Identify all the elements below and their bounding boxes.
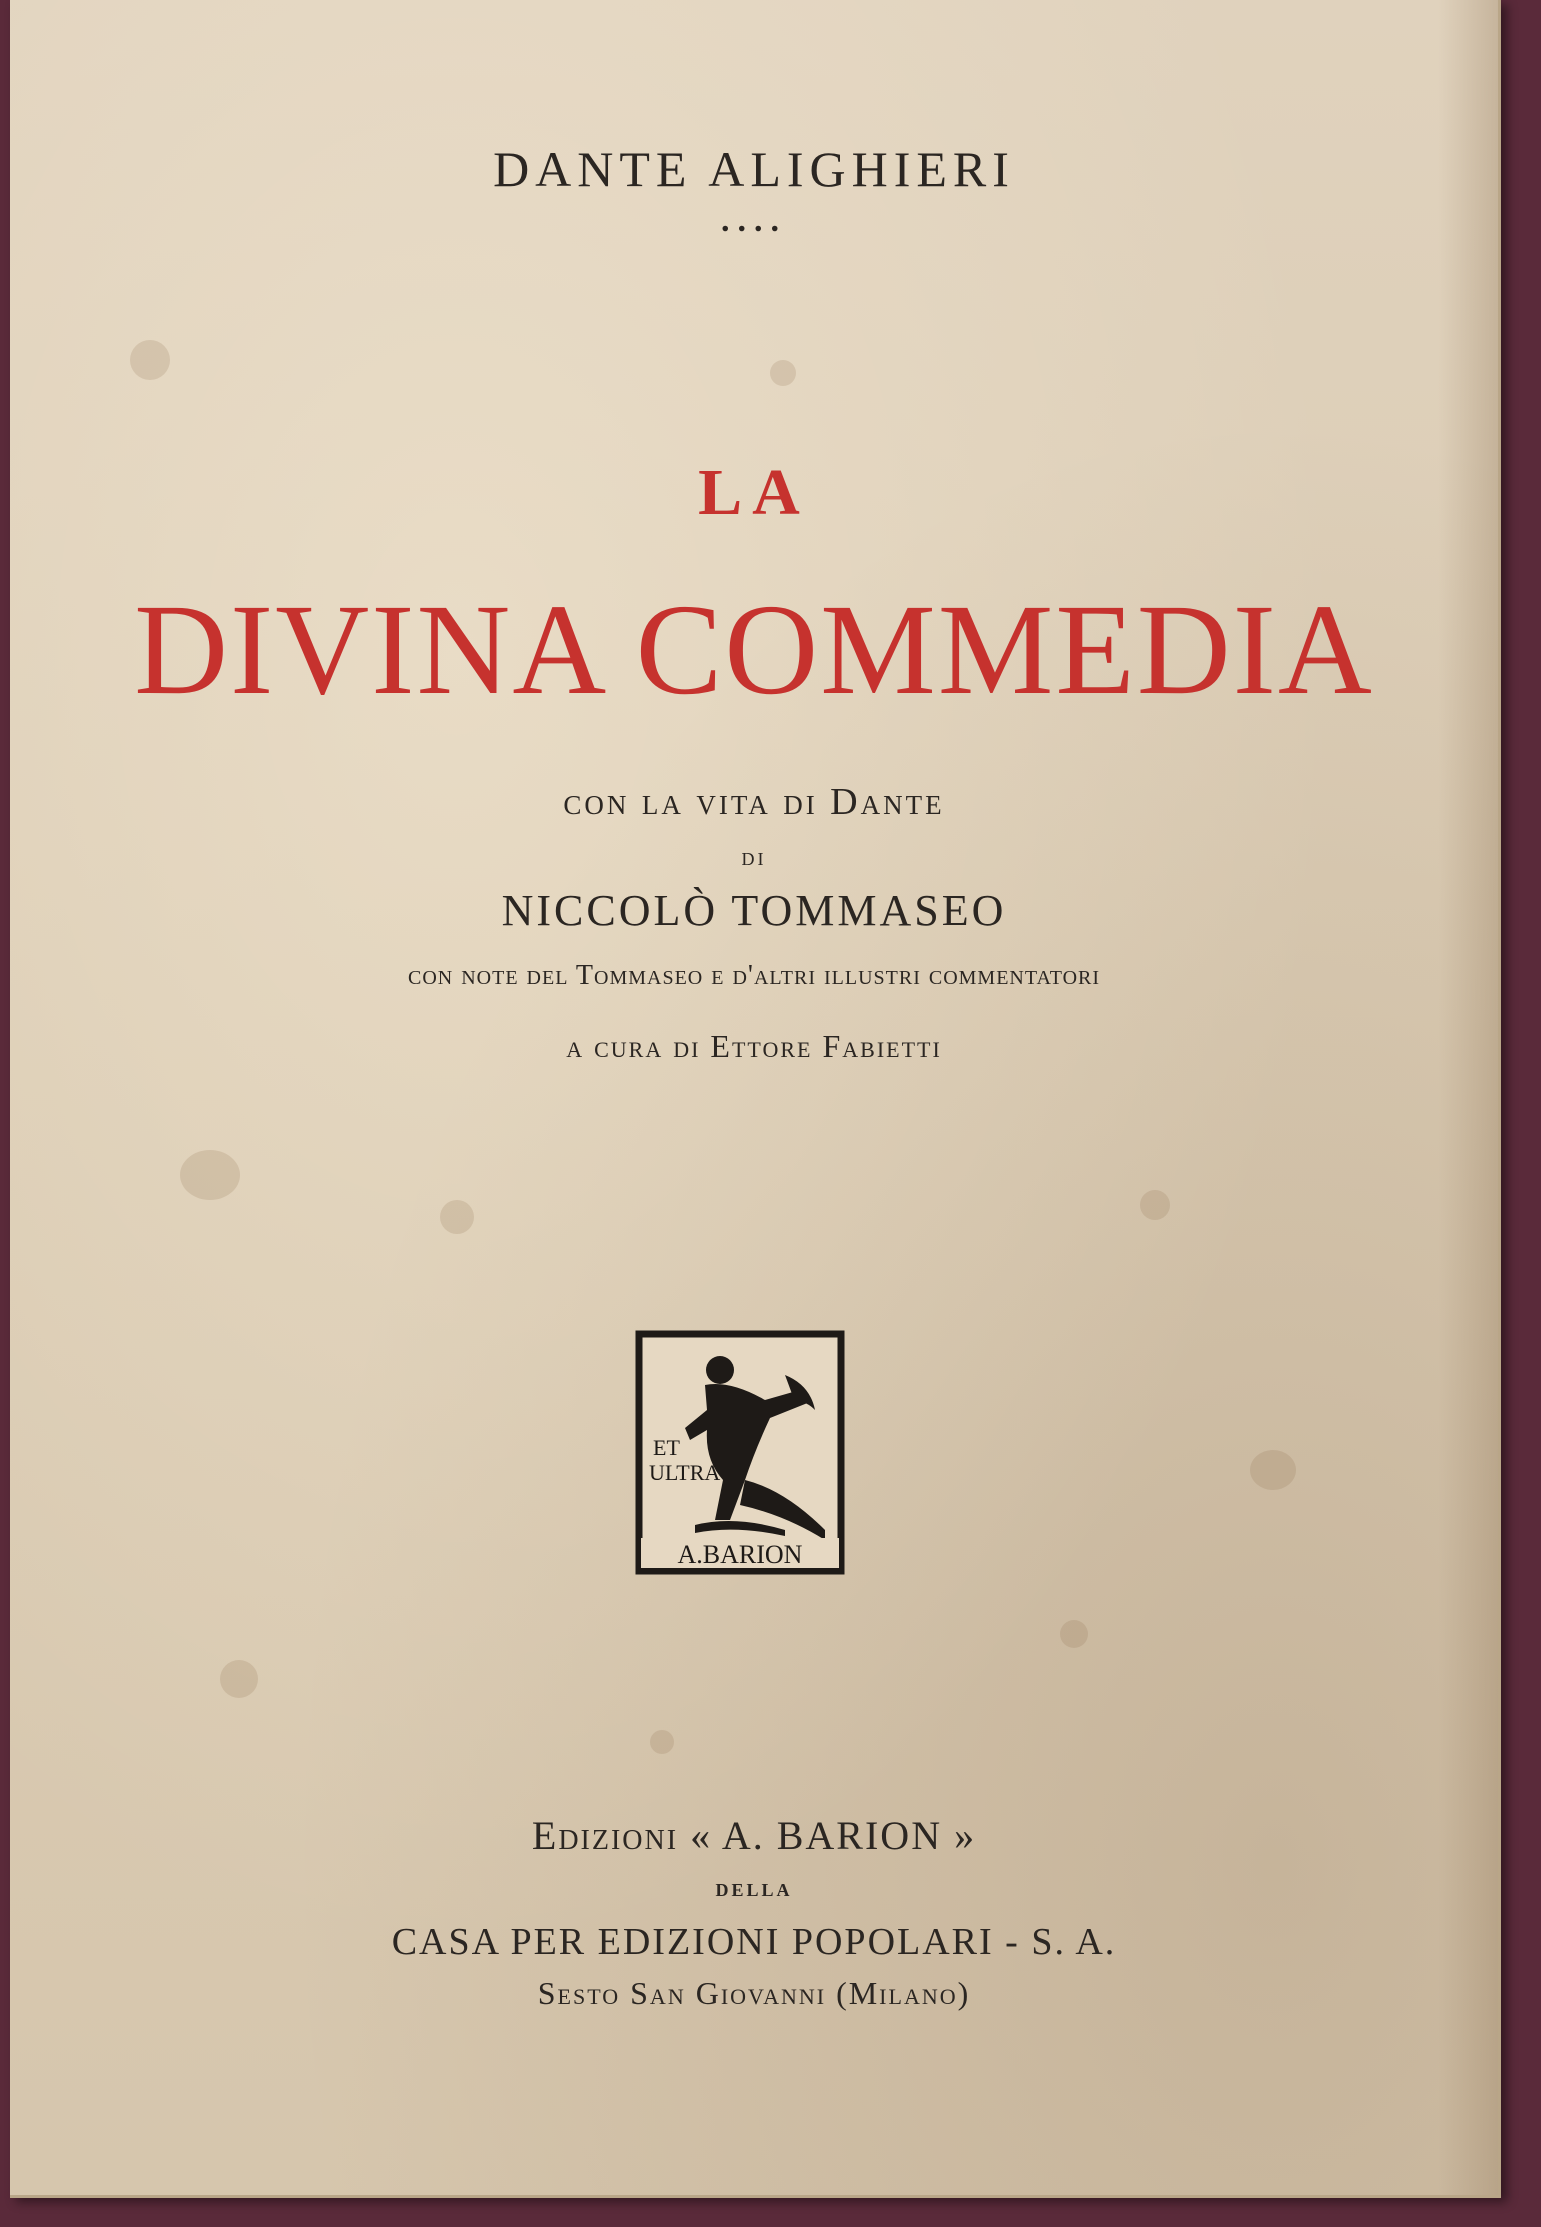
subtitle-editor: a cura di Ettore Fabietti [566, 1028, 942, 1064]
subtitle-author: NICCOLÒ TOMMASEO [501, 886, 1007, 935]
foxing-spot [1140, 1190, 1170, 1220]
book-title: DIVINA COMMEDIA [134, 578, 1374, 722]
ornament-dots: .... [721, 202, 787, 239]
svg-text:ULTRA: ULTRA [649, 1460, 721, 1485]
foxing-spot [1060, 1620, 1088, 1648]
author-name: DANTE ALIGHIERI [493, 141, 1015, 197]
subtitle-notes: con note del Tommaseo e d'altri illustri commentatori [407, 960, 1101, 991]
svg-text:ET: ET [653, 1435, 680, 1460]
publisher-della: della [715, 1875, 793, 1902]
publisher-house: CASA PER EDIZIONI POPOLARI - S. A. [391, 1921, 1117, 1963]
title-article: LA [698, 456, 810, 529]
publisher-location: Sesto San Giovanni (Milano) [537, 1975, 971, 2011]
foxing-spot [650, 1730, 674, 1754]
subtitle-vita: con la vita di Dante [563, 781, 945, 823]
foxing-spot [220, 1660, 258, 1698]
subtitle-di: di [741, 842, 767, 871]
foxing-spot [180, 1150, 240, 1200]
svg-text:A.BARION: A.BARION [677, 1540, 803, 1569]
foxing-spot [770, 360, 796, 386]
publisher-name: Edizioni « A. BARION » [531, 1813, 977, 1858]
foxing-spot [130, 340, 170, 380]
foxing-spot [1250, 1450, 1296, 1490]
page-edge-shadow [1438, 0, 1498, 2195]
book-cover [10, 0, 1501, 2198]
publisher-emblem-icon [635, 1330, 845, 1575]
foxing-spot [440, 1200, 474, 1234]
